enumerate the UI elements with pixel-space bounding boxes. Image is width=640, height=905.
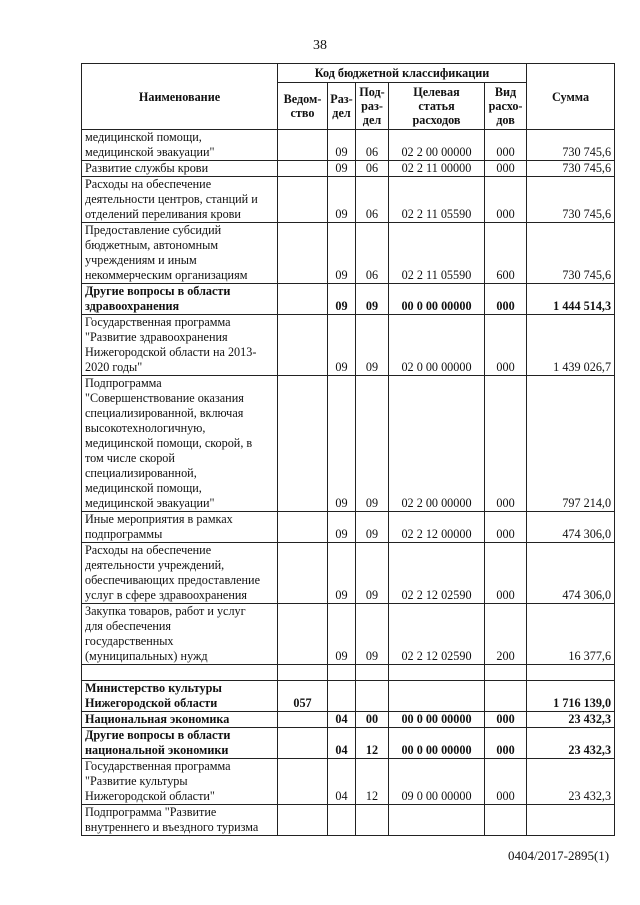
row-name: Государственная программа "Развитие здравоохранения Нижегородской области на 2013- 2020 годы" bbox=[82, 315, 278, 376]
row-tselevaya: 02 2 11 05590 bbox=[389, 223, 485, 284]
table-row bbox=[82, 512, 615, 543]
row-vid: 000 bbox=[485, 543, 527, 604]
row-summa: 23 432,3 bbox=[527, 712, 615, 728]
row-name: Расходы на обеспечение деятельности учреждений, обеспечивающих предоставление услуг в сфере здравоохранения bbox=[82, 543, 278, 604]
header-group: Код бюджетной классификации bbox=[278, 64, 527, 83]
header-podrazdel: Под- раз- дел bbox=[356, 83, 389, 130]
row-podrazdel: 12 bbox=[356, 728, 389, 759]
row-name: Другие вопросы в области национальной экономики bbox=[82, 728, 278, 759]
table-row bbox=[82, 543, 615, 604]
header-summa: Сумма bbox=[527, 64, 615, 130]
row-vedomstvo bbox=[278, 223, 328, 284]
header-name: Наименование bbox=[82, 64, 278, 130]
row-podrazdel bbox=[356, 805, 389, 836]
row-vid: 000 bbox=[485, 315, 527, 376]
empty-cell bbox=[278, 665, 328, 681]
empty-cell bbox=[485, 665, 527, 681]
row-summa: 730 745,6 bbox=[527, 161, 615, 177]
page-number: 38 bbox=[313, 38, 327, 53]
row-podrazdel: 12 bbox=[356, 759, 389, 805]
row-podrazdel: 09 bbox=[356, 315, 389, 376]
row-summa: 16 377,6 bbox=[527, 604, 615, 665]
row-podrazdel: 09 bbox=[356, 376, 389, 512]
row-summa: 1 716 139,0 bbox=[527, 681, 615, 712]
row-summa: 474 306,0 bbox=[527, 543, 615, 604]
table-row bbox=[82, 728, 615, 759]
row-vid: 000 bbox=[485, 161, 527, 177]
row-razdel: 09 bbox=[328, 512, 356, 543]
empty-cell bbox=[389, 665, 485, 681]
row-podrazdel bbox=[356, 681, 389, 712]
row-summa: 1 444 514,3 bbox=[527, 284, 615, 315]
row-vedomstvo bbox=[278, 604, 328, 665]
empty-cell bbox=[328, 665, 356, 681]
row-vid: 000 bbox=[485, 728, 527, 759]
row-vedomstvo bbox=[278, 376, 328, 512]
row-name: Национальная экономика bbox=[82, 712, 278, 728]
row-vedomstvo bbox=[278, 759, 328, 805]
row-podrazdel: 09 bbox=[356, 512, 389, 543]
row-name: Государственная программа "Развитие культуры Нижегородской области" bbox=[82, 759, 278, 805]
row-vid: 000 bbox=[485, 712, 527, 728]
row-vedomstvo bbox=[278, 315, 328, 376]
row-razdel: 09 bbox=[328, 223, 356, 284]
table-row bbox=[82, 376, 615, 512]
empty-cell bbox=[356, 665, 389, 681]
table-row bbox=[82, 681, 615, 712]
table-row bbox=[82, 604, 615, 665]
row-vid: 000 bbox=[485, 130, 527, 161]
row-razdel: 09 bbox=[328, 177, 356, 223]
row-name: медицинской помощи, медицинской эвакуации" bbox=[82, 130, 278, 161]
row-vid: 200 bbox=[485, 604, 527, 665]
empty-cell bbox=[527, 665, 615, 681]
row-summa: 730 745,6 bbox=[527, 177, 615, 223]
row-summa: 730 745,6 bbox=[527, 223, 615, 284]
row-vedomstvo bbox=[278, 284, 328, 315]
row-vid bbox=[485, 681, 527, 712]
row-tselevaya: 02 2 12 00000 bbox=[389, 512, 485, 543]
row-vid: 000 bbox=[485, 284, 527, 315]
row-tselevaya: 02 2 11 05590 bbox=[389, 177, 485, 223]
table-row bbox=[82, 223, 615, 284]
row-razdel: 04 bbox=[328, 728, 356, 759]
row-vid: 000 bbox=[485, 512, 527, 543]
table-row bbox=[82, 161, 615, 177]
row-podrazdel: 06 bbox=[356, 223, 389, 284]
row-podrazdel: 09 bbox=[356, 604, 389, 665]
header-razdel: Раз- дел bbox=[328, 83, 356, 130]
row-podrazdel: 09 bbox=[356, 284, 389, 315]
row-razdel: 09 bbox=[328, 161, 356, 177]
row-vedomstvo bbox=[278, 512, 328, 543]
table-row bbox=[82, 665, 615, 681]
row-razdel: 09 bbox=[328, 543, 356, 604]
budget-table bbox=[81, 63, 615, 836]
row-vedomstvo bbox=[278, 161, 328, 177]
row-razdel bbox=[328, 681, 356, 712]
row-vid: 000 bbox=[485, 759, 527, 805]
row-tselevaya: 00 0 00 00000 bbox=[389, 728, 485, 759]
table-row bbox=[82, 712, 615, 728]
row-tselevaya bbox=[389, 681, 485, 712]
row-vedomstvo bbox=[278, 712, 328, 728]
row-tselevaya: 02 0 00 00000 bbox=[389, 315, 485, 376]
row-podrazdel: 06 bbox=[356, 161, 389, 177]
row-name: Предоставление субсидий бюджетным, автономным учреждениям и иным некоммерческим организациям bbox=[82, 223, 278, 284]
row-razdel: 04 bbox=[328, 759, 356, 805]
row-tselevaya bbox=[389, 805, 485, 836]
row-podrazdel: 06 bbox=[356, 130, 389, 161]
row-vid: 000 bbox=[485, 177, 527, 223]
row-summa: 797 214,0 bbox=[527, 376, 615, 512]
row-summa: 474 306,0 bbox=[527, 512, 615, 543]
row-razdel: 09 bbox=[328, 130, 356, 161]
row-tselevaya: 02 2 12 02590 bbox=[389, 604, 485, 665]
row-vedomstvo bbox=[278, 805, 328, 836]
row-name: Другие вопросы в области здравоохранения bbox=[82, 284, 278, 315]
table-row bbox=[82, 315, 615, 376]
row-summa: 730 745,6 bbox=[527, 130, 615, 161]
row-summa: 1 439 026,7 bbox=[527, 315, 615, 376]
table-row bbox=[82, 759, 615, 805]
row-name: Развитие службы крови bbox=[82, 161, 278, 177]
row-vedomstvo bbox=[278, 728, 328, 759]
table-row bbox=[82, 284, 615, 315]
row-tselevaya: 09 0 00 00000 bbox=[389, 759, 485, 805]
row-razdel: 09 bbox=[328, 376, 356, 512]
row-name: Закупка товаров, работ и услуг для обеспечения государственных (муниципальных) нужд bbox=[82, 604, 278, 665]
row-vid: 000 bbox=[485, 376, 527, 512]
row-name: Подпрограмма "Совершенствование оказания специализированной, включая высокотехнологичную, медицинской помощи, скорой, в том числе скорой специализированной, медицинской помощи, медицинской эвакуации" bbox=[82, 376, 278, 512]
row-razdel bbox=[328, 805, 356, 836]
table-row bbox=[82, 177, 615, 223]
row-tselevaya: 00 0 00 00000 bbox=[389, 712, 485, 728]
header-vedomstvo: Ведом- ство bbox=[278, 83, 328, 130]
document-code: 0404/2017-2895(1) bbox=[508, 848, 610, 863]
row-summa: 23 432,3 bbox=[527, 759, 615, 805]
table-row bbox=[82, 130, 615, 161]
row-summa bbox=[527, 805, 615, 836]
row-vedomstvo bbox=[278, 130, 328, 161]
row-vid: 600 bbox=[485, 223, 527, 284]
row-tselevaya: 02 2 00 00000 bbox=[389, 130, 485, 161]
row-tselevaya: 02 2 11 00000 bbox=[389, 161, 485, 177]
row-vedomstvo bbox=[278, 177, 328, 223]
row-razdel: 04 bbox=[328, 712, 356, 728]
row-tselevaya: 02 2 00 00000 bbox=[389, 376, 485, 512]
empty-cell bbox=[82, 665, 278, 681]
table-row bbox=[82, 805, 615, 836]
header-tselevaya: Целевая статья расходов bbox=[389, 83, 485, 130]
row-podrazdel: 06 bbox=[356, 177, 389, 223]
row-razdel: 09 bbox=[328, 315, 356, 376]
row-vid bbox=[485, 805, 527, 836]
row-tselevaya: 02 2 12 02590 bbox=[389, 543, 485, 604]
row-razdel: 09 bbox=[328, 284, 356, 315]
row-tselevaya: 00 0 00 00000 bbox=[389, 284, 485, 315]
row-summa: 23 432,3 bbox=[527, 728, 615, 759]
table-body bbox=[82, 130, 615, 836]
row-name: Расходы на обеспечение деятельности центров, станций и отделений переливания крови bbox=[82, 177, 278, 223]
row-vedomstvo bbox=[278, 543, 328, 604]
row-vedomstvo: 057 bbox=[278, 681, 328, 712]
row-podrazdel: 09 bbox=[356, 543, 389, 604]
row-razdel: 09 bbox=[328, 604, 356, 665]
row-name: Иные мероприятия в рамках подпрограммы bbox=[82, 512, 278, 543]
header-vid: Вид расхо- дов bbox=[485, 83, 527, 130]
row-name: Подпрограмма "Развитие внутреннего и въездного туризма bbox=[82, 805, 278, 836]
row-name: Министерство культуры Нижегородской области bbox=[82, 681, 278, 712]
row-podrazdel: 00 bbox=[356, 712, 389, 728]
